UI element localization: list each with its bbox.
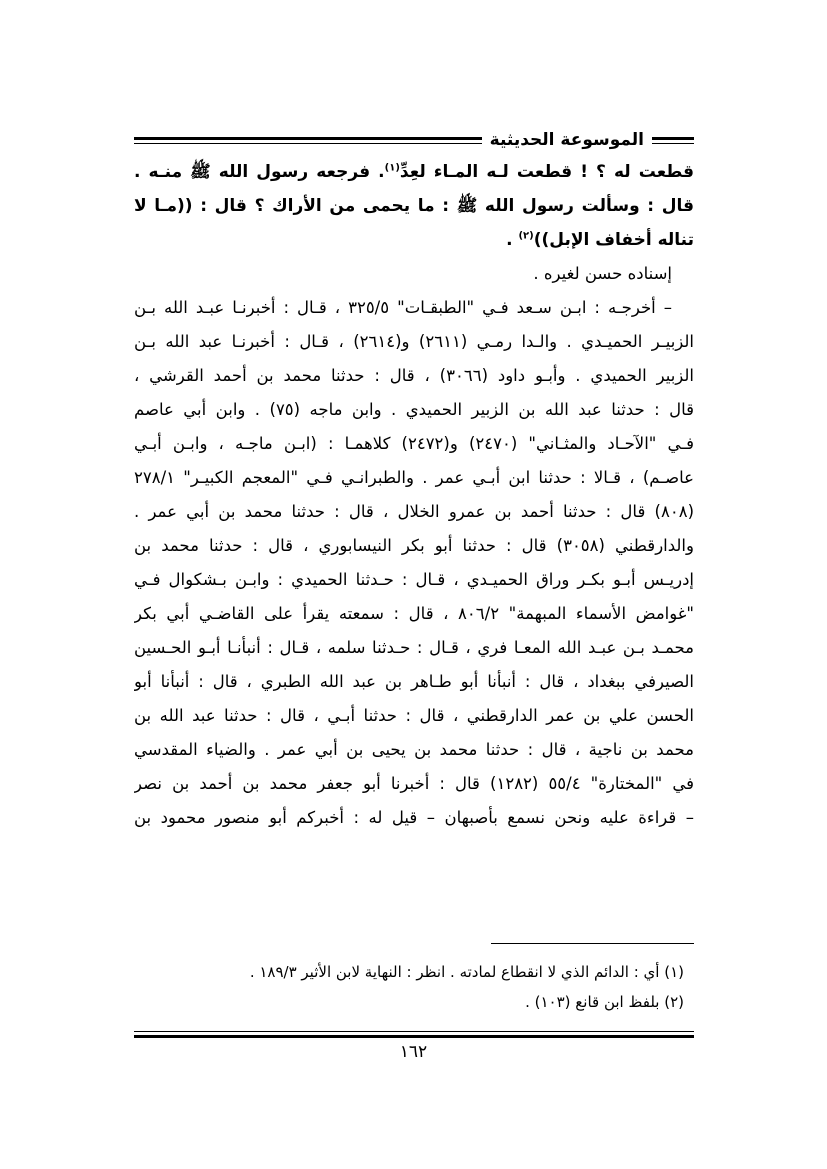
takhrij-line: في "المختارة" ٥٥/٤ (١٢٨٢) قال : أخبرنا أبو جعفر محمد بن أحمد بن نصر <box>134 774 694 793</box>
takhrij-line: الزبيـر الحميـدي . والـدا رمـي (٢٦١١) و(٢٦١٤) ، قـال : أخبرنـا عبد الله بـن <box>134 332 694 351</box>
takhrij-line: (٨٠٨) قال : حدثنا أحمد بن عمرو الخلال ، قال : حدثنا محمد بن أبي عمر . <box>134 502 694 521</box>
header-ornament-right <box>652 137 694 144</box>
footnote-2: (٢) بلفظ ابن قانع (١٠٣) . <box>525 993 684 1011</box>
footnote-ref-1: (١) <box>384 162 400 174</box>
takhrij-line: – قراءة عليه ونحن نسمع بأصبهان – قيل له : أخبركم أبو منصور محمود بن <box>134 808 694 827</box>
hadith-line: قال : وسألت رسول الله ﷺ : ما يحمى من الأراك ؟ قال : ((مـا لا <box>134 196 694 216</box>
takhrij-line: إدريـس أبـو بكـر وراق الحميـدي ، قـال : حـدثنا الحميدي : وابـن بـشكوال فـي <box>134 570 694 589</box>
takhrij-line: الصيرفي ببغداد ، قال : أنبأنا أبو طـاهر بن عبد الله الطبري ، قال : أنبأنا أبو <box>134 672 694 691</box>
takhrij-line: فـي "الآحـاد والمثـاني" (٢٤٧٠) و(٢٤٧٢) كلاهمـا : (ابـن ماجـه ، وابـن أبـي <box>134 434 694 453</box>
takhrij-line: والدارقطني (٣٠٥٨) قال : حدثنا أبو بكر النيسابوري ، قال : حدثنا محمد بن <box>134 536 694 555</box>
takhrij-line: "غوامض الأسماء المبهمة" ٨٠٦/٢ ، قال : سمعته يقرأ على القاضـي أبي بكر <box>134 604 694 623</box>
takhrij-line: قال : حدثنا عبد الله بن الزبير الحميدي . وابن ماجه (٧٥) . وابن أبي عاصم <box>134 400 694 419</box>
takhrij-line: محمد بن ناجية ، قال : حدثنا محمد بن يحيى بن أبي عمر . والضياء المقدسي <box>134 740 694 759</box>
running-header <box>134 126 694 154</box>
grading-line: إسناده حسن لغيره . <box>533 264 672 283</box>
footnotes <box>134 957 694 1017</box>
footnote-1: (١) أي : الدائم الذي لا انقطاع لمادته . انظر : النهاية لابن الأثير ١٨٩/٣ . <box>249 963 684 981</box>
takhrij-line: محمـد بـن عبـد الله المعـا فري ، قـال : حـدثنا سلمه ، قـال : أنبأنـا أبـو الحـسين <box>134 638 694 657</box>
footnote-separator <box>491 943 694 944</box>
takhrij-line: الحسن علي بن عمر الدارقطني ، قال : حدثنا أبـي ، قال : حدثنا عبد الله بن <box>134 706 694 725</box>
footnote-ref-2: (٢) <box>518 230 534 242</box>
main-text <box>134 155 694 835</box>
header-ornament-left <box>134 137 482 144</box>
takhrij-line: – أخرجـه : ابـن سـعد فـي "الطبقـات" ٣٢٥/٥ ، قـال : أخبرنـا عبـد الله بـن <box>134 298 672 317</box>
takhrij-line: الزبير الحميدي . وأبـو داود (٣٠٦٦) ، قال : حدثنا محمد بن أحمد القرشي ، <box>134 366 694 385</box>
takhrij-line: عاصـم) ، قـالا : حدثنا ابن أبـي عمر . والطبرانـي فـي "المعجم الكبيـر" ٢٧٨/١ <box>134 468 694 487</box>
footer-rule <box>134 1031 694 1038</box>
header-title: الموسوعة الحديثية <box>489 130 644 150</box>
hadith-line: قطعت له ؟ ! قطعت لـه المـاء لعِدِّ$^{(١)}$. فرجعه رسول الله ﷺ منـه . <box>134 162 694 182</box>
page-number: ١٦٢ <box>399 1042 428 1062</box>
hadith-line: تناله أخفاف الإبل))$^{(٢)}$ . <box>506 230 694 250</box>
